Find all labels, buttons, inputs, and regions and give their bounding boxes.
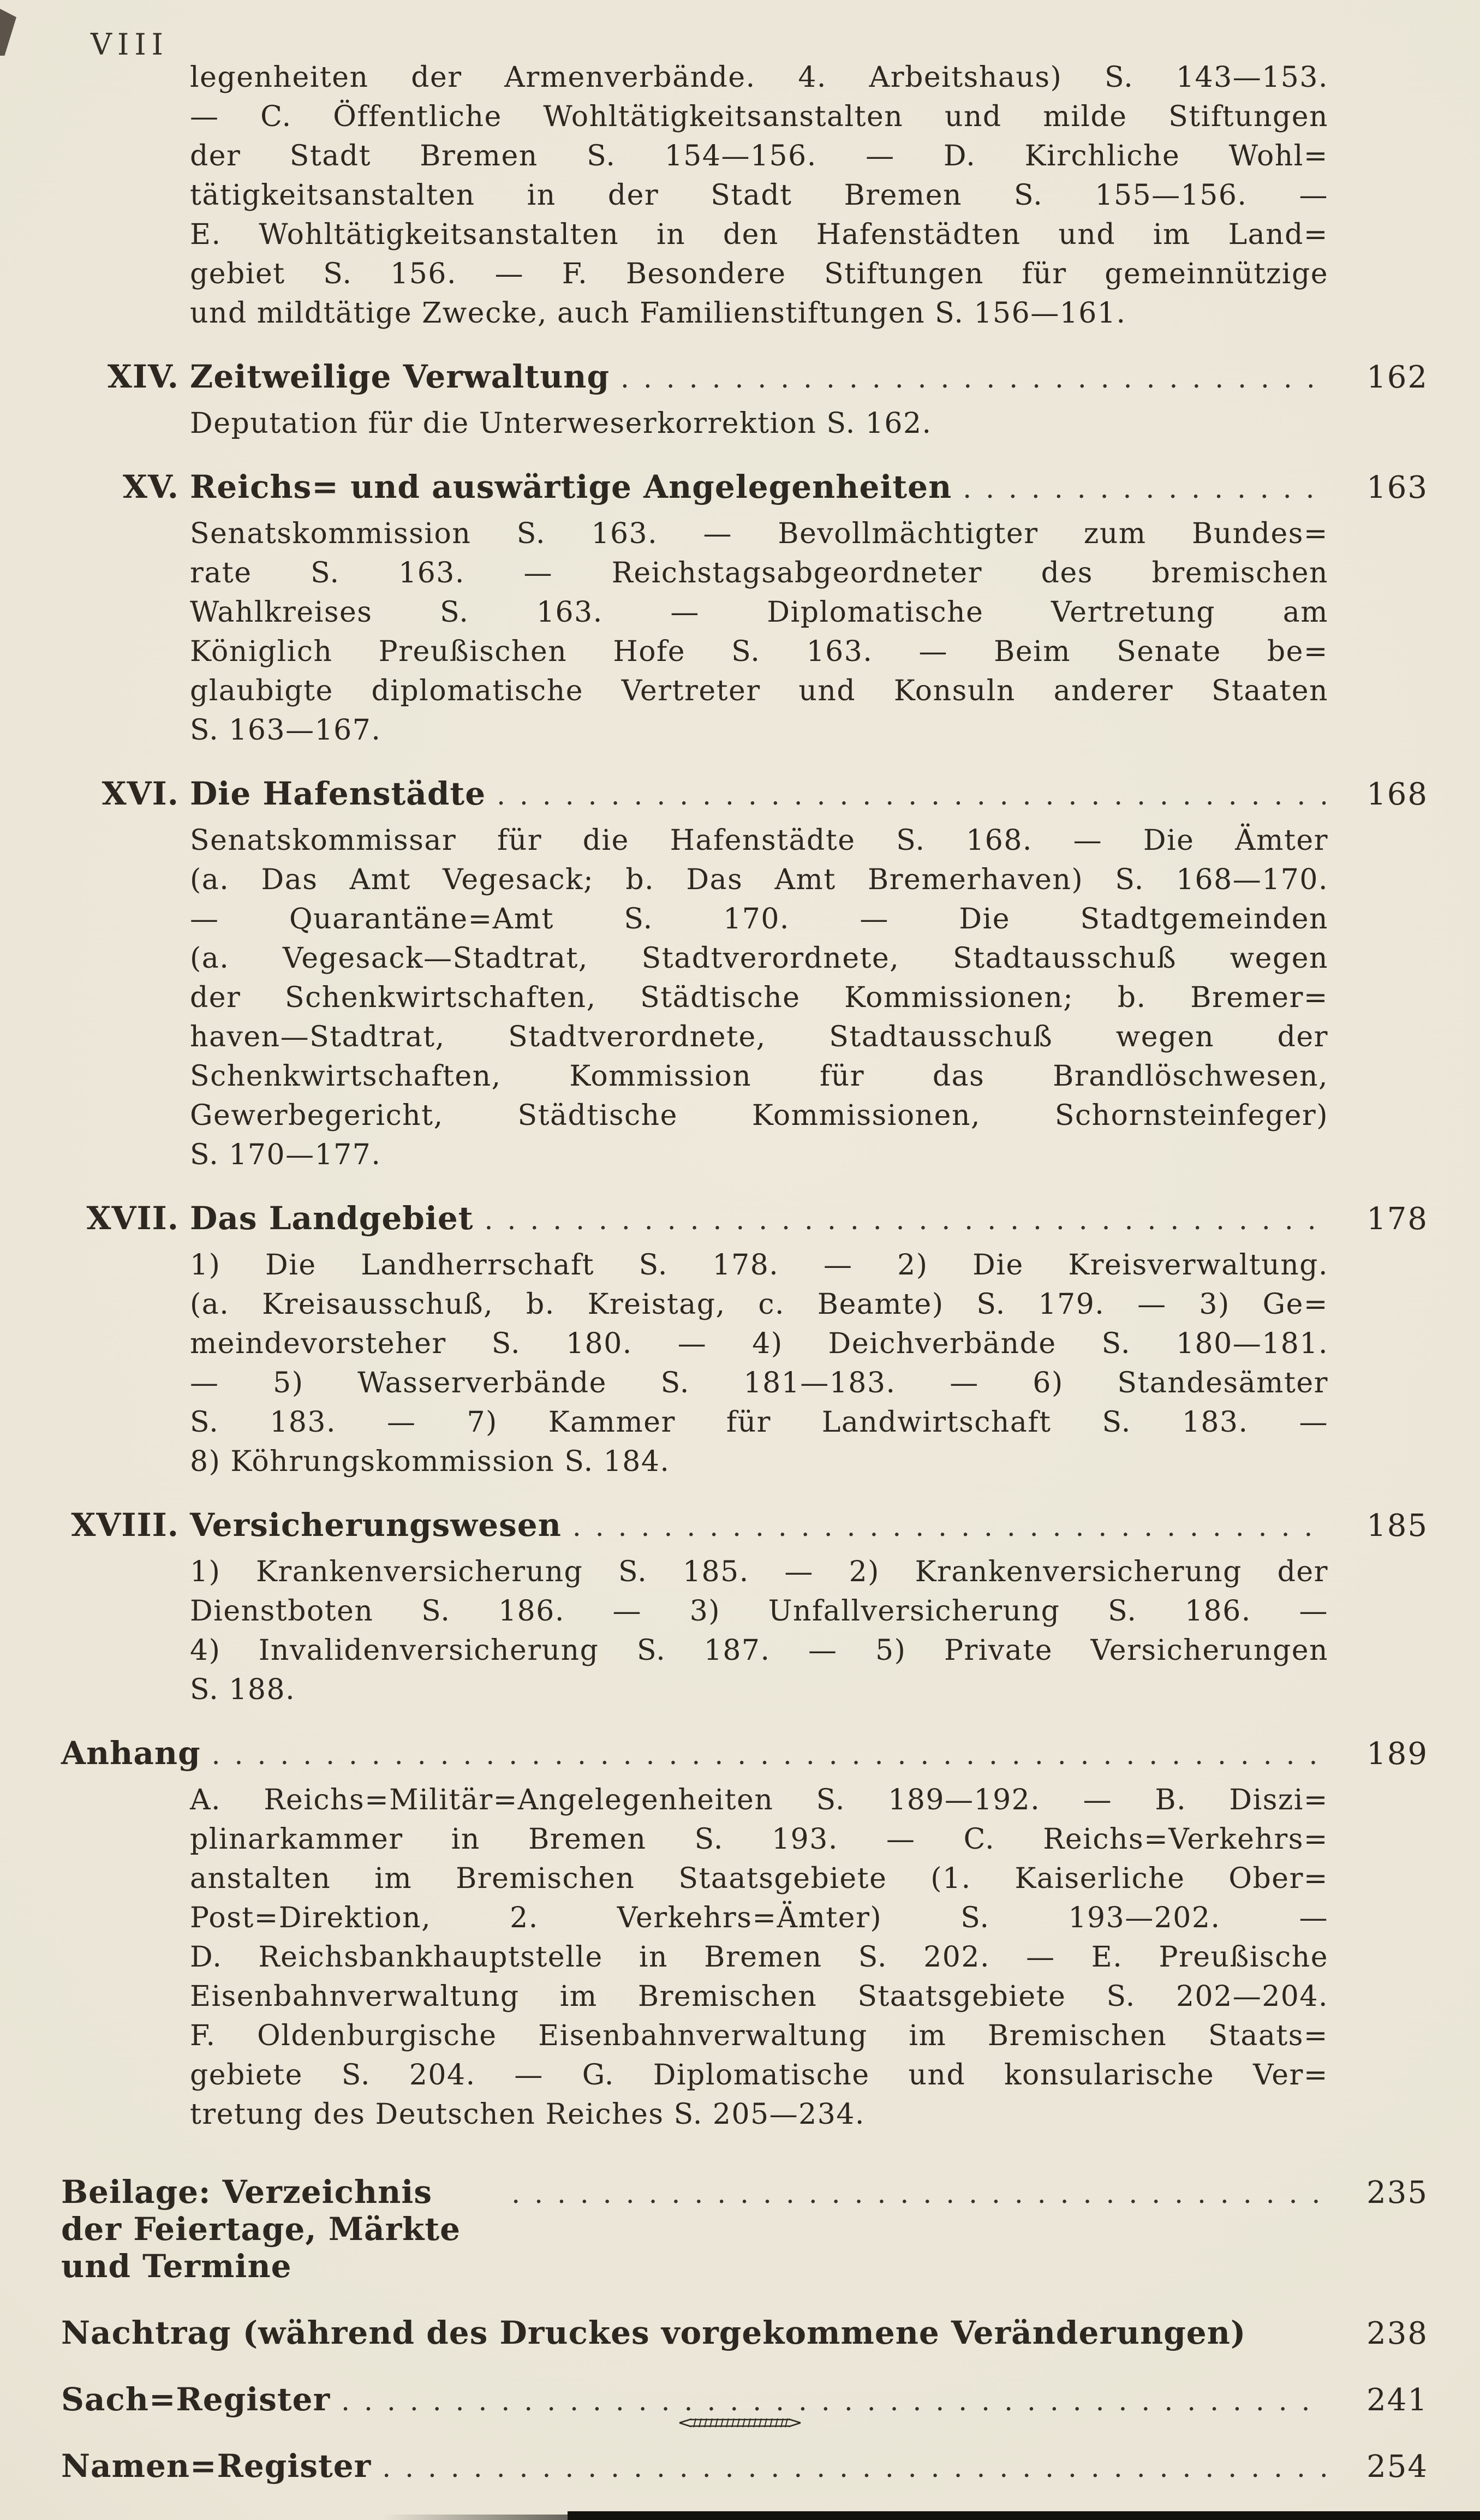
chapter-numeral: XIV. bbox=[107, 358, 179, 395]
dot-leader bbox=[511, 2178, 1326, 2209]
toc-entry-heading bbox=[61, 358, 1428, 395]
toc-entry-anhang bbox=[61, 1735, 1428, 2134]
toc-description-line: S. 163—167. bbox=[190, 714, 381, 747]
footer-page-number: 241 bbox=[1366, 2382, 1428, 2418]
toc-entry-description bbox=[190, 514, 1328, 750]
dot-leader bbox=[485, 1204, 1326, 1236]
toc-description-line: D. Reichsbankhauptstelle in Bremen S. 202. — E. Preußische bbox=[190, 1941, 1328, 1974]
toc-description-line: tretung des Deutschen Reiches S. 205—234. bbox=[190, 2098, 865, 2131]
toc-entry-description bbox=[190, 1246, 1328, 1481]
toc-footer-row bbox=[61, 2173, 1428, 2285]
toc-description-line: Senatskommissar für die Hafenstädte S. 168. — Die Ämter bbox=[190, 824, 1328, 857]
toc-description-line: Dienstboten S. 186. — 3) Unfallversicherung S. 186. — bbox=[190, 1595, 1328, 1628]
chapter-numeral: XVI. bbox=[102, 775, 179, 812]
footer-page-number: 238 bbox=[1366, 2316, 1428, 2351]
toc-description-line: Deputation für die Unterweserkorrektion S. 162. bbox=[190, 407, 932, 440]
toc-description-line: — 5) Wasserverbände S. 181—183. — 6) Standesämter bbox=[190, 1367, 1328, 1399]
toc-description-line: und mildtätige Zwecke, auch Familienstiftungen S. 156—161. bbox=[190, 297, 1126, 330]
toc-entry-heading bbox=[61, 1735, 1428, 1772]
toc-description-line: der Stadt Bremen S. 154—156. — D. Kirchliche Wohl= bbox=[190, 140, 1328, 172]
toc-entry bbox=[61, 775, 1428, 1175]
toc-description-line: (a. Das Amt Vegesack; b. Das Amt Bremerhaven) S. 168—170. bbox=[190, 863, 1328, 896]
toc-description-line: 4) Invalidenversicherung S. 187. — 5) Private Versicherungen bbox=[190, 1634, 1328, 1667]
toc-description-line: der Schenkwirtschaften, Städtische Kommissionen; b. Bremer= bbox=[190, 981, 1328, 1014]
toc-entry-heading bbox=[61, 1200, 1428, 1237]
toc-description-line: gebiet S. 156. — F. Besondere Stiftungen für gemeinnützige bbox=[190, 258, 1328, 290]
toc-description-line: legenheiten der Armenverbände. 4. Arbeitshaus) S. 143—153. bbox=[190, 61, 1328, 94]
toc-footer-row bbox=[61, 2314, 1428, 2351]
toc-description-line: (a. Kreisausschuß, b. Kreistag, c. Beamte) S. 179. — 3) Ge= bbox=[190, 1288, 1328, 1321]
chapter-title: Das Landgebiet bbox=[190, 1200, 474, 1237]
footer-page-number: 254 bbox=[1366, 2449, 1428, 2485]
scan-artifact-bottom-fade bbox=[382, 2515, 578, 2520]
footer-title: Namen=Register bbox=[61, 2447, 372, 2485]
toc-entry-heading bbox=[61, 775, 1428, 812]
chapter-title: Reichs= und auswärtige Angelegenheiten bbox=[190, 468, 952, 505]
toc-description-line: meindevorsteher S. 180. — 4) Deichverbände S. 180—181. bbox=[190, 1327, 1328, 1360]
toc-description-line: S. 170—177. bbox=[190, 1139, 381, 1171]
chapter-title: Anhang bbox=[61, 1735, 201, 1772]
chapter-page-number: 189 bbox=[1366, 1736, 1428, 1772]
toc-entry bbox=[61, 1506, 1428, 1709]
chapter-title: Zeitweilige Verwaltung bbox=[190, 358, 610, 395]
footer-title: Nachtrag (während des Druckes vorgekommene Veränderungen) bbox=[61, 2314, 1246, 2351]
toc-description-line: Post=Direktion, 2. Verkehrs=Ämter) S. 193—202. — bbox=[190, 1902, 1328, 1934]
toc-description-line: 1) Die Landherrschaft S. 178. — 2) Die Kreisverwaltung. bbox=[190, 1249, 1328, 1282]
toc-description-line: plinarkammer in Bremen S. 193. — C. Reichs=Verkehrs= bbox=[190, 1823, 1328, 1856]
page-number: VIII bbox=[91, 27, 169, 62]
footer-page-number: 235 bbox=[1366, 2175, 1428, 2211]
chapter-numeral: XVII. bbox=[86, 1200, 179, 1237]
chapter-page-number: 178 bbox=[1366, 1201, 1428, 1237]
table-of-contents bbox=[61, 58, 1428, 2493]
chapter-numeral: XV. bbox=[122, 468, 179, 505]
dot-leader bbox=[620, 362, 1326, 394]
toc-description-line: anstalten im Bremischen Staatsgebiete (1. Kaiserliche Ober= bbox=[190, 1862, 1328, 1895]
toc-description-line: Eisenbahnverwaltung im Bremischen Staatsgebiete S. 202—204. bbox=[190, 1980, 1328, 2013]
toc-description-line: rate S. 163. — Reichstagsabgeordneter des bremischen bbox=[190, 557, 1328, 589]
toc-continuation bbox=[190, 58, 1328, 333]
divider-ornament bbox=[677, 2415, 803, 2433]
chapter-page-number: 168 bbox=[1366, 777, 1428, 812]
toc-footer-row bbox=[61, 2447, 1428, 2485]
toc-entry-heading bbox=[61, 468, 1428, 505]
toc-footer-row bbox=[61, 2381, 1428, 2418]
chapter-title: Versicherungswesen bbox=[190, 1506, 562, 1544]
toc-description-line: F. Oldenburgische Eisenbahnverwaltung im Bremischen Staats= bbox=[190, 2019, 1328, 2052]
toc-description-line: haven—Stadtrat, Stadtverordnete, Stadtausschuß wegen der bbox=[190, 1021, 1328, 1053]
dot-leader bbox=[382, 2452, 1326, 2483]
toc-description-line: Wahlkreises S. 163. — Diplomatische Vertretung am bbox=[190, 596, 1328, 629]
dot-leader bbox=[497, 779, 1326, 811]
toc-description-line: 1) Krankenversicherung S. 185. — 2) Krankenversicherung der bbox=[190, 1556, 1328, 1588]
toc-entry-description bbox=[190, 1780, 1328, 2134]
dot-leader bbox=[212, 1739, 1326, 1771]
toc-description-line: (a. Vegesack—Stadtrat, Stadtverordnete, Stadtausschuß wegen bbox=[190, 942, 1328, 975]
chapter-title: Die Hafenstädte bbox=[190, 775, 486, 812]
dot-leader bbox=[572, 1511, 1326, 1542]
toc-description-line: E. Wohltätigkeitsanstalten in den Hafenstädten und im Land= bbox=[190, 218, 1328, 251]
toc-entry bbox=[61, 1200, 1428, 1481]
toc-description-line: — Quarantäne=Amt S. 170. — Die Stadtgemeinden bbox=[190, 903, 1328, 936]
chapter-page-number: 162 bbox=[1366, 360, 1428, 395]
chapter-page-number: 163 bbox=[1366, 470, 1428, 505]
toc-description-line: gebiete S. 204. — G. Diplomatische und konsularische Ver= bbox=[190, 2059, 1328, 2092]
toc-description-line: glaubigte diplomatische Vertreter und Konsuln anderer Staaten bbox=[190, 675, 1328, 707]
toc-entry bbox=[61, 468, 1428, 750]
toc-description-line: Königlich Preußischen Hofe S. 163. — Beim Senate be= bbox=[190, 635, 1328, 668]
dot-leader bbox=[341, 2385, 1326, 2417]
footer-title: Beilage: Verzeichnis der Feiertage, Märkte und Termine bbox=[61, 2173, 461, 2285]
toc-description-line: 8) Köhrungskommission S. 184. bbox=[190, 1445, 670, 1478]
scan-artifact-corner bbox=[0, 9, 16, 56]
scan-artifact-bottom-edge bbox=[568, 2511, 1480, 2520]
chapter-page-number: 185 bbox=[1366, 1508, 1428, 1544]
toc-description-line: Senatskommission S. 163. — Bevollmächtigter zum Bundes= bbox=[190, 517, 1328, 550]
toc-entry bbox=[61, 358, 1428, 443]
toc-entry-description bbox=[190, 404, 1328, 443]
toc-description-line: S. 183. — 7) Kammer für Landwirtschaft S. 183. — bbox=[190, 1406, 1328, 1439]
chapter-numeral: XVIII. bbox=[71, 1506, 179, 1544]
toc-description-line: Gewerbegericht, Städtische Kommissionen, Schornsteinfeger) bbox=[190, 1099, 1328, 1132]
dot-leader bbox=[963, 473, 1326, 504]
toc-description-line: tätigkeitsanstalten in der Stadt Bremen S. 155—156. — bbox=[190, 179, 1328, 212]
toc-entry-heading bbox=[61, 1506, 1428, 1544]
toc-description-line: A. Reichs=Militär=Angelegenheiten S. 189—192. — B. Diszi= bbox=[190, 1784, 1328, 1816]
toc-entry-description bbox=[190, 1552, 1328, 1709]
toc-entry-description bbox=[190, 821, 1328, 1175]
toc-description-line: Schenkwirtschaften, Kommission für das Brandlöschwesen, bbox=[190, 1060, 1328, 1093]
toc-description-line: S. 188. bbox=[190, 1673, 296, 1706]
toc-description-line: — C. Öffentliche Wohltätigkeitsanstalten und milde Stiftungen bbox=[190, 100, 1328, 133]
footer-title: Sach=Register bbox=[61, 2381, 331, 2418]
